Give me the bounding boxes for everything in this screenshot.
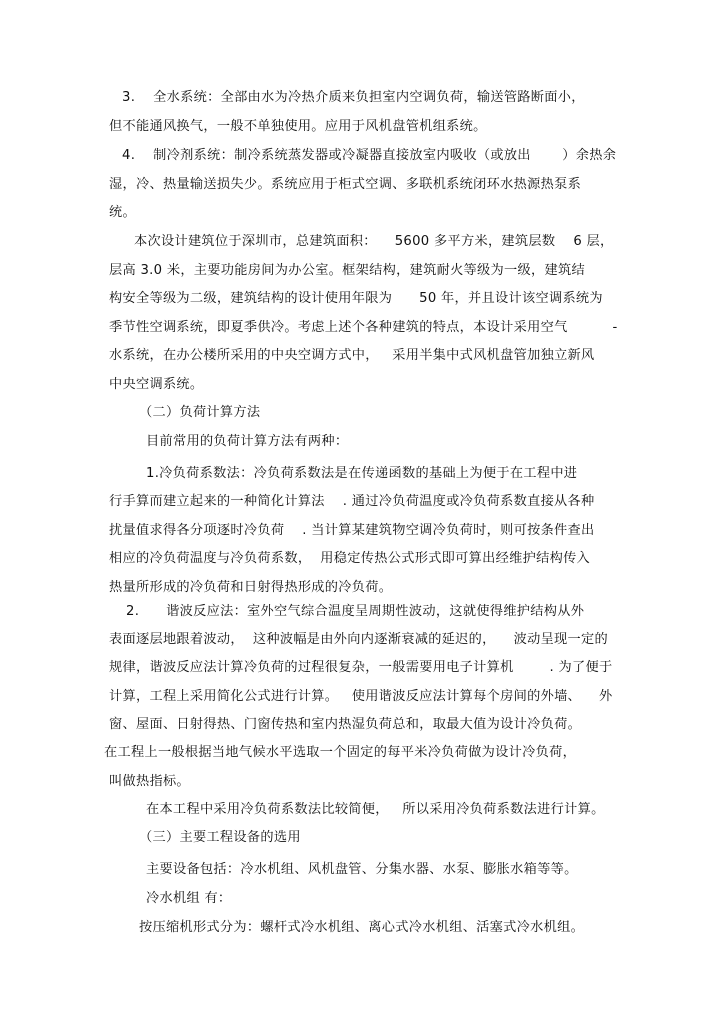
text-line: 叫做热指标。	[109, 774, 190, 789]
section-heading: （三）主要工程设备的选用	[139, 830, 301, 845]
text-line: 构安全等级为二级，建筑结构的设计使用年限为 50 年，并且设计该空调系统为	[109, 291, 603, 306]
text-line: 2. 谐波反应法：室外空气综合温度呈周期性波动，这就使得维护结构从外	[126, 604, 585, 619]
text-line: 4. 制冷剂系统：制冷系统蒸发器或冷凝器直接放室内吸收（或放出 ）余热余	[122, 148, 617, 163]
text-line: 表面逐层地跟着波动， 这种波幅是由外向内逐渐衰减的延迟的， 波动呈现一定的	[109, 632, 609, 647]
text-line: 在工程上一般根据当地气候水平选取一个固定的每平米冷负荷做为设计冷负荷，	[104, 745, 577, 760]
text-line: 湿，冷、热量输送损失少。系统应用于柜式空调、多联机系统闭环水热源热泵系	[109, 177, 582, 192]
text-line: 水系统，在办公楼所采用的中央空调方式中， 采用半集中式风机盘管加独立新风	[109, 348, 595, 363]
text-line: 规律，谐波反应法计算冷负荷的过程很复杂，一般需要用电子计算机 . 为了便于	[109, 660, 613, 675]
text-line: 目前常用的负荷计算方法有两种：	[146, 434, 349, 449]
text-line: 扰量值求得各分项逐时冷负荷 . 当计算某建筑物空调冷负荷时，则可按条件查出	[109, 523, 595, 538]
text-line: 热量所形成的冷负荷和日射得热形成的冷负荷。	[109, 580, 393, 595]
text-line: 按压缩机形式分为：螺杆式冷水机组、离心式冷水机组、活塞式冷水机组。	[139, 920, 585, 935]
text-line: 统。	[109, 205, 136, 220]
text-line: 中央空调系统。	[109, 377, 204, 392]
text-line: 3. 全水系统：全部由水为冷热介质来负担室内空调负荷，输送管路断面小，	[122, 90, 585, 105]
text-line: 层高 3.0 米，主要功能房间为办公室。框架结构，建筑耐火等级为一级，建筑结	[109, 263, 585, 278]
text-line: 1.冷负荷系数法：冷负荷系数法是在传递函数的基础上为便于在工程中进	[146, 466, 578, 481]
text-line: 冷水机组 有：	[146, 891, 232, 906]
text-line: 季节性空调系统，即夏季供冷。考虑上述个各种建筑的特点，本设计采用空气 -	[109, 320, 618, 335]
text-line: 但不能通风换气，一般不单独使用。应用于风机盘管机组系统。	[109, 119, 487, 134]
text-line: 本次设计建筑位于深圳市，总建筑面积： 5600 多平方米，建筑层数 6 层，	[134, 234, 614, 249]
text-line: 行手算而建立起来的一种简化计算法 . 通过冷负荷温度或冷负荷系数直接从各种	[109, 494, 595, 509]
text-line: 主要设备包括：冷水机组、风机盘管、分集水器、水泵、膨胀水箱等等。	[146, 862, 578, 877]
section-heading: （二）负荷计算方法	[139, 405, 261, 420]
text-line: 计算，工程上采用简化公式进行计算。 使用谐波反应法计算每个房间的外墙、 外	[109, 689, 613, 704]
text-line: 在本工程中采用冷负荷系数法比较简便， 所以采用冷负荷系数法进行计算。	[146, 802, 605, 817]
text-line: 窗、屋面、日射得热、门窗传热和室内热湿负荷总和，取最大值为设计冷负荷。	[109, 717, 582, 732]
text-line: 相应的冷负荷温度与冷负荷系数， 用稳定传热公式形式即可算出经维护结构传入	[109, 551, 591, 566]
